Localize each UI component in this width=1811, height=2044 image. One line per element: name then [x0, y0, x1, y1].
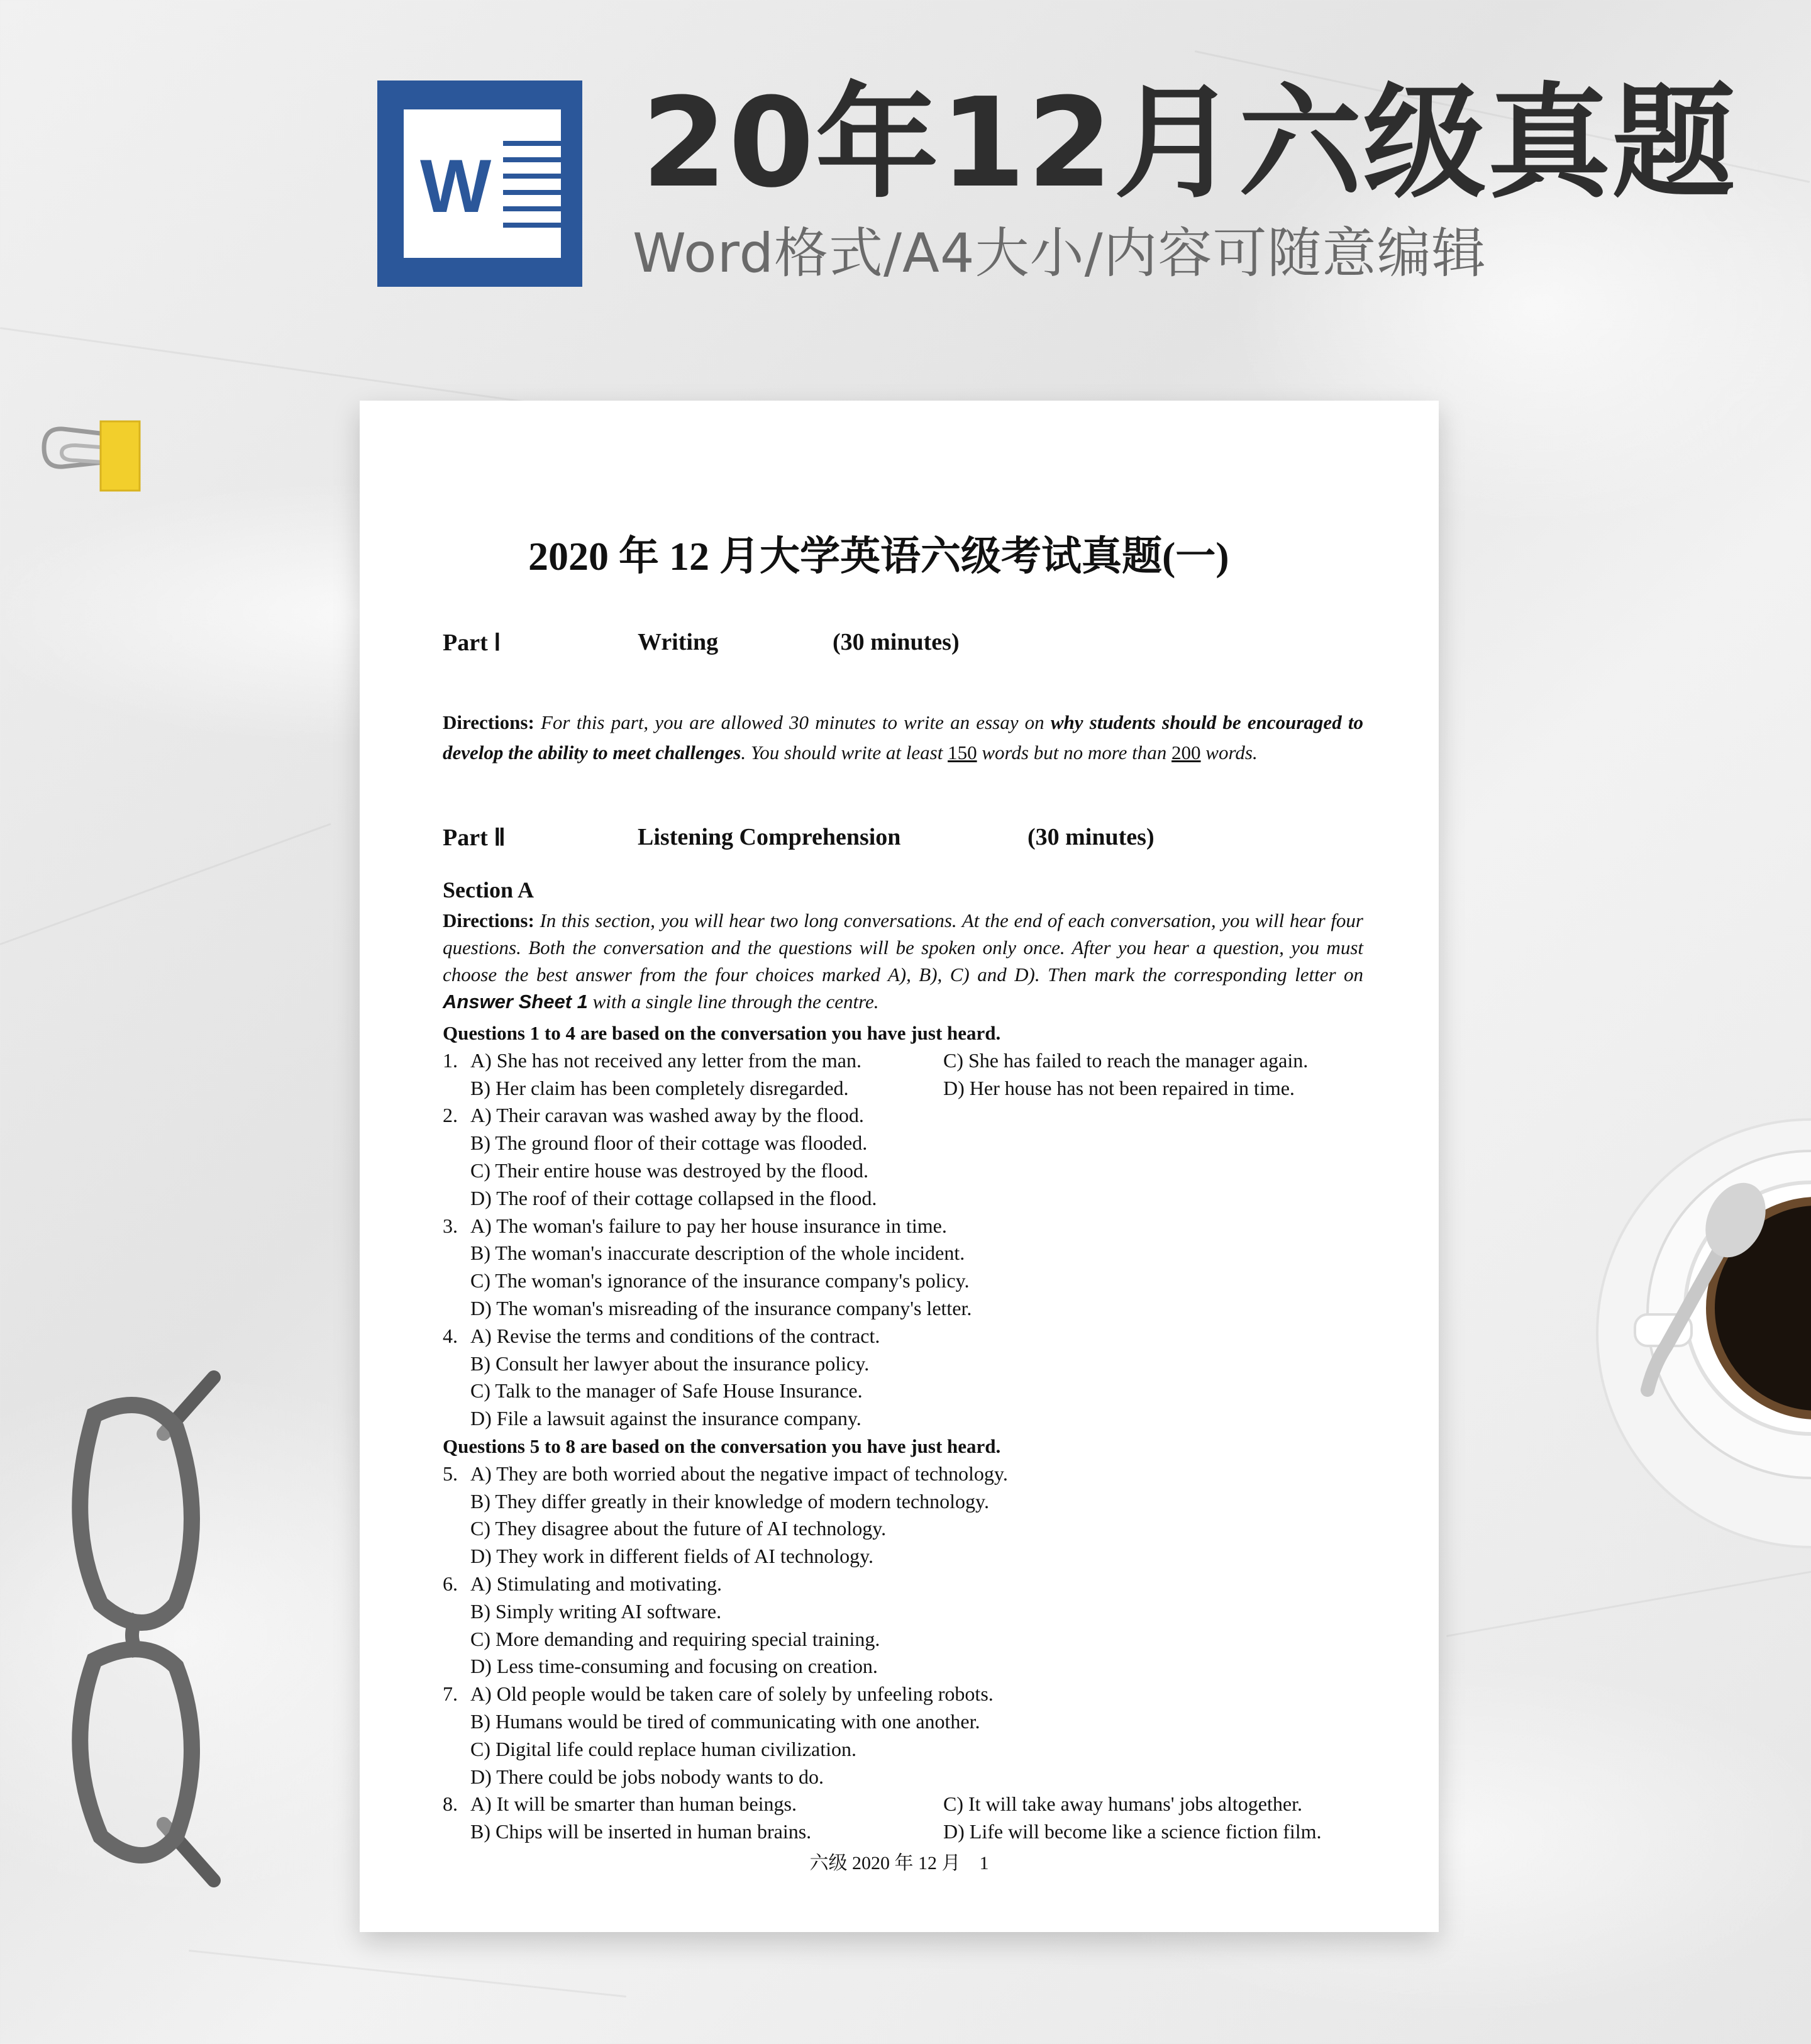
- question-group-header: Questions 5 to 8 are based on the conversation you have just heard.: [443, 1435, 1001, 1457]
- answer-option: D) There could be jobs nobody wants to do.: [470, 1765, 824, 1788]
- min-words: 150: [948, 742, 977, 764]
- answer-option-row: [443, 1185, 1386, 1213]
- answer-option-row: [443, 1598, 1386, 1626]
- essay-topic: why students should be encouraged to develop the ability to meet challenges: [443, 711, 1364, 764]
- answer-option: C) It will take away humans' jobs altogether.: [943, 1792, 1302, 1816]
- answer-option-row: [443, 1350, 1386, 1378]
- question-number: 4.: [443, 1324, 458, 1347]
- answer-option-row: [443, 1295, 1386, 1323]
- answer-option: A) Revise the terms and conditions of the contract.: [470, 1324, 880, 1347]
- answer-option-row: [443, 1047, 1386, 1075]
- answer-option-row: [443, 1515, 1386, 1543]
- answer-option: D) Less time-consuming and focusing on creation.: [470, 1655, 878, 1678]
- answer-option: D) They work in different fields of AI technology.: [470, 1545, 874, 1568]
- directions-lead: Directions:: [443, 909, 534, 931]
- answer-option: C) She has failed to reach the manager again.: [943, 1048, 1309, 1072]
- question-number: 1.: [443, 1048, 458, 1072]
- part-2-label: Part Ⅱ: [443, 825, 506, 851]
- part-1-directions: [443, 708, 1363, 768]
- answer-option-row: [443, 1626, 1386, 1653]
- directions-lead: Directions:: [443, 711, 534, 733]
- page-footer: 六级 2020 年 12 月 1: [809, 1853, 989, 1874]
- answer-option-row: [443, 1680, 1386, 1708]
- answer-option: B) Consult her lawyer about the insurance policy.: [470, 1352, 870, 1375]
- question-number: 2.: [443, 1104, 458, 1127]
- answer-option-row: [443, 1736, 1386, 1764]
- answer-option: C) The woman's ignorance of the insurance company's policy.: [470, 1269, 970, 1292]
- part-2-time: (30 minutes): [1027, 824, 1155, 850]
- answer-option: B) They differ greatly in their knowledge of modern technology.: [470, 1489, 989, 1513]
- answer-option-row: [443, 1460, 1386, 1488]
- answer-option: D) Her house has not been repaired in time.: [943, 1076, 1295, 1099]
- marble-vein: [1446, 1570, 1811, 1637]
- answer-option: B) Humans would be tired of communicating with one another.: [470, 1709, 980, 1733]
- answer-option: B) Chips will be inserted in human brains.: [470, 1820, 812, 1843]
- directions-text: words but no more than: [977, 742, 1172, 764]
- directions-text: For this part, you are allowed 30 minutes to write an essay on: [534, 711, 1051, 733]
- answer-option: A) Their caravan was washed away by the flood.: [470, 1104, 864, 1127]
- answer-option: A) They are both worried about the negative impact of technology.: [470, 1462, 1008, 1485]
- question-number: 3.: [443, 1214, 458, 1237]
- part-1-name: Writing: [638, 629, 719, 655]
- answer-option-row: [443, 1267, 1386, 1295]
- answer-option: B) Simply writing AI software.: [470, 1599, 722, 1623]
- answer-option: D) File a lawsuit against the insurance company.: [470, 1407, 861, 1430]
- answer-option: A) It will be smarter than human beings.: [470, 1792, 797, 1816]
- document-title: 2020 年 12 月大学英语六级考试真题(一): [528, 534, 1229, 579]
- question-group-header: Questions 1 to 4 are based on the conversation you have just heard.: [443, 1022, 1001, 1044]
- part-1-label: Part Ⅰ: [443, 630, 501, 656]
- answer-option: A) Old people would be taken care of solely by unfeeling robots.: [470, 1682, 994, 1706]
- answer-option-row: [443, 1653, 1386, 1680]
- directions-text: with a single line through the centre.: [587, 991, 879, 1013]
- marble-vein: [0, 327, 560, 408]
- answer-option-row: [443, 1570, 1386, 1598]
- answer-option-row: [443, 1377, 1386, 1405]
- answer-option: D) The woman's misreading of the insurance company's letter.: [470, 1296, 972, 1319]
- answer-sheet-label: Answer Sheet 1: [443, 991, 588, 1013]
- answer-option: A) Stimulating and motivating.: [470, 1572, 722, 1595]
- answer-option: B) The ground floor of their cottage was flooded.: [470, 1131, 868, 1155]
- answer-option-row: [443, 1405, 1386, 1433]
- marble-vein: [189, 1950, 626, 1997]
- directions-text: words.: [1200, 742, 1258, 764]
- answer-option-row: [443, 1213, 1386, 1240]
- answer-option-row: [443, 1102, 1386, 1130]
- directions-text: . You should write at least: [741, 742, 948, 764]
- answer-option-row: [443, 1240, 1386, 1267]
- answer-option: C) Their entire house was destroyed by the flood.: [470, 1158, 869, 1182]
- exam-paper-page: [360, 401, 1439, 1932]
- marble-vein: [0, 823, 331, 945]
- answer-option: C) Digital life could replace human civilization.: [470, 1737, 857, 1760]
- word-logo-letter: W: [420, 144, 492, 228]
- question-number: 7.: [443, 1682, 458, 1706]
- coffee-cup-icon: [1585, 1107, 1811, 1560]
- directions-text: In this section, you will hear two long conversations. At the end of each conversation, you will hear four questions. Both the conversation and the questions will be spoken only once. After you hear a question, you must choose the best answer from the four choices marked A), B), C) and D). Then mark the corresponding letter on: [443, 909, 1363, 986]
- answer-option-row: [443, 1708, 1386, 1736]
- question-number: 6.: [443, 1572, 458, 1595]
- answer-option-row: [443, 1157, 1386, 1185]
- question-number: 8.: [443, 1792, 458, 1816]
- answer-option-row: [443, 1075, 1386, 1103]
- eyeglasses-icon: [69, 1358, 233, 1899]
- section-a-heading: Section A: [443, 877, 534, 903]
- answer-option: C) They disagree about the future of AI technology.: [470, 1517, 887, 1540]
- banner-subtitle: Word格式/A4大小/内容可随意编辑: [633, 222, 1487, 285]
- part-2-name: Listening Comprehension: [638, 824, 901, 850]
- answer-option: A) The woman's failure to pay her house insurance in time.: [470, 1214, 947, 1237]
- max-words: 200: [1171, 742, 1201, 764]
- answer-option: C) Talk to the manager of Safe House Insurance.: [470, 1379, 863, 1402]
- answer-option: B) Her claim has been completely disregarded.: [470, 1076, 849, 1099]
- part-1-time: (30 minutes): [833, 629, 960, 655]
- answer-option: B) The woman's inaccurate description of the whole incident.: [470, 1241, 965, 1265]
- answer-option-row: [443, 1130, 1386, 1157]
- question-list: [443, 1019, 1386, 1846]
- answer-option-row: [443, 1323, 1386, 1350]
- answer-option: C) More demanding and requiring special training.: [470, 1627, 880, 1650]
- answer-option: A) She has not received any letter from the man.: [470, 1048, 861, 1072]
- binder-clip-icon: [38, 415, 145, 497]
- answer-option-row: [443, 1818, 1386, 1846]
- answer-option-row: [443, 1791, 1386, 1818]
- question-number: 5.: [443, 1462, 458, 1485]
- answer-option-row: [443, 1488, 1386, 1516]
- answer-option-row: [443, 1543, 1386, 1570]
- banner-title: 20年12月六级真题: [641, 72, 1737, 215]
- word-document-icon: [377, 81, 582, 287]
- answer-option: D) The roof of their cottage collapsed in the flood.: [470, 1186, 877, 1209]
- answer-option: D) Life will become like a science fiction film.: [943, 1820, 1322, 1843]
- section-a-directions: [443, 907, 1363, 1015]
- answer-option-row: [443, 1764, 1386, 1791]
